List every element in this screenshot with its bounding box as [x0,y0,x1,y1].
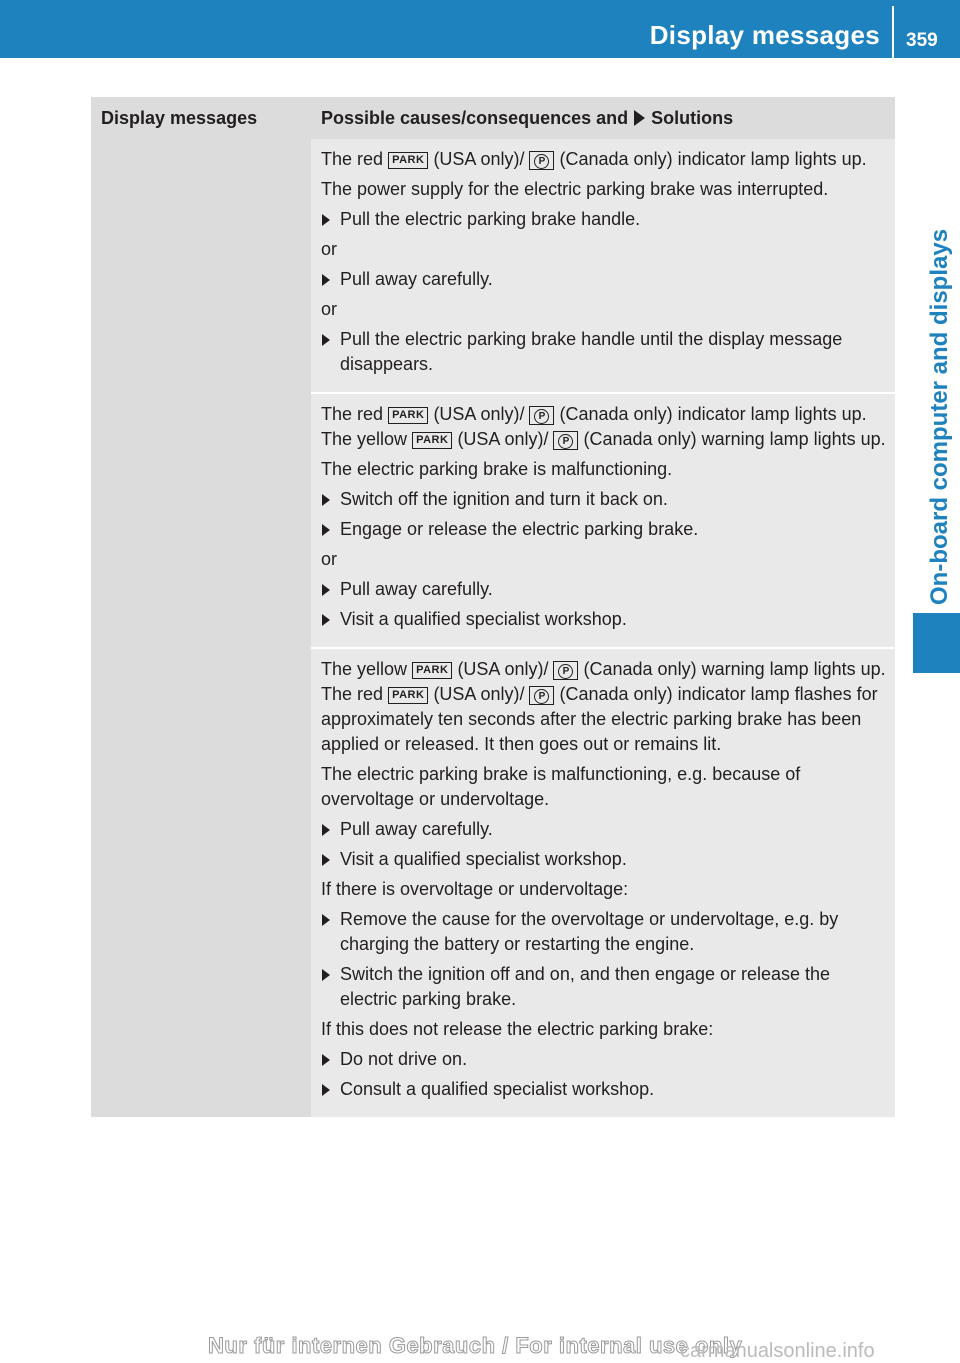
display-message-column [91,139,311,1117]
header-bar [0,0,960,58]
step-item: Pull away carefully. [321,817,887,842]
parking-brake-icon [529,686,554,705]
p-glyph: P [558,664,573,679]
cause-text: The electric parking brake is malfunctioning. [321,459,673,479]
page-title: Display messages [649,20,880,50]
p-glyph: P [534,689,549,704]
text: The yellow [321,659,408,679]
table-row [311,392,895,647]
p-glyph: P [534,154,549,169]
watermark: carmanualsonline.info [680,1340,875,1362]
step-item: Visit a qualified specialist workshop. [321,607,887,632]
step-item: Visit a qualified specialist workshop. [321,847,887,872]
cause-text: The electric parking brake is malfunctioning, e.g. because of overvoltage or undervoltage. [321,764,801,809]
solutions-column [311,139,895,1117]
text: The red [321,149,384,169]
step-item: Remove the cause for the overvoltage or undervoltage, e.g. by charging the battery or restarting the engine. [321,907,887,957]
lamp-description [321,402,887,452]
parking-brake-icon [529,406,554,425]
lamp-description [321,657,887,757]
cause-text: The power supply for the electric parking brake was interrupted. [321,179,829,199]
parking-brake-icon [553,431,578,450]
or-text: or [321,549,338,569]
park-icon: PARK [388,687,428,704]
or-text: or [321,299,338,319]
text: (Canada only) indicator lamp flashes for approximately ten seconds after the electric parking brake has been applied or released. It then goes out or remains lit. [321,684,878,754]
header-divider [892,6,894,58]
col-header-post: Solutions [651,107,734,128]
parking-brake-icon [529,151,554,170]
step-item: Switch off the ignition and turn it back on. [321,487,887,512]
step-item: Switch the ignition off and on, and then engage or release the electric parking brake. [321,962,887,1012]
arrow-right-icon [634,110,645,126]
table-body [91,139,895,1117]
condition-text: If there is overvoltage or undervoltage: [321,879,629,899]
park-icon: PARK [412,662,452,679]
text: (USA only)/ [457,659,549,679]
park-icon: PARK [412,432,452,449]
text: (Canada only) indicator lamp lights up. [559,149,867,169]
text: (Canada only) warning lamp lights up. The red [321,659,886,704]
display-messages-table [91,97,895,1117]
parking-brake-icon [553,661,578,680]
step-item: Pull the electric parking brake handle until the display message disappears. [321,327,887,377]
side-section-label-text: On-board computer and displays [926,228,953,605]
col-header-pre: Possible causes/consequences and [321,107,629,128]
p-glyph: P [534,409,549,424]
side-section-label [920,185,960,605]
side-tab-marker [913,613,960,673]
p-glyph: P [558,434,573,449]
col-header-solutions [311,108,733,129]
step-item: Pull the electric parking brake handle. [321,207,887,232]
text: (Canada only) indicator lamp lights up. The yellow [321,404,867,449]
text: (USA only)/ [433,404,525,424]
text: The red [321,404,384,424]
text: (USA only)/ [433,149,525,169]
step-item: Pull away carefully. [321,577,887,602]
table-row [311,647,895,1117]
internal-use-footer: Nur für internen Gebrauch / For internal use only [208,1333,743,1358]
table-row [311,139,895,392]
step-item: Do not drive on. [321,1047,887,1072]
col-header-display-messages: Display messages [101,107,258,128]
step-item: Pull away carefully. [321,267,887,292]
text: (USA only)/ [433,684,525,704]
text: (Canada only) warning lamp lights up. [583,429,886,449]
table-header [91,97,895,139]
page-number: 359 [906,30,938,51]
step-item: Consult a qualified specialist workshop. [321,1077,887,1102]
lamp-description [321,147,887,172]
step-item: Engage or release the electric parking brake. [321,517,887,542]
park-icon: PARK [388,407,428,424]
condition-text: If this does not release the electric parking brake: [321,1019,714,1039]
text: (USA only)/ [457,429,549,449]
park-icon: PARK [388,152,428,169]
or-text: or [321,239,338,259]
